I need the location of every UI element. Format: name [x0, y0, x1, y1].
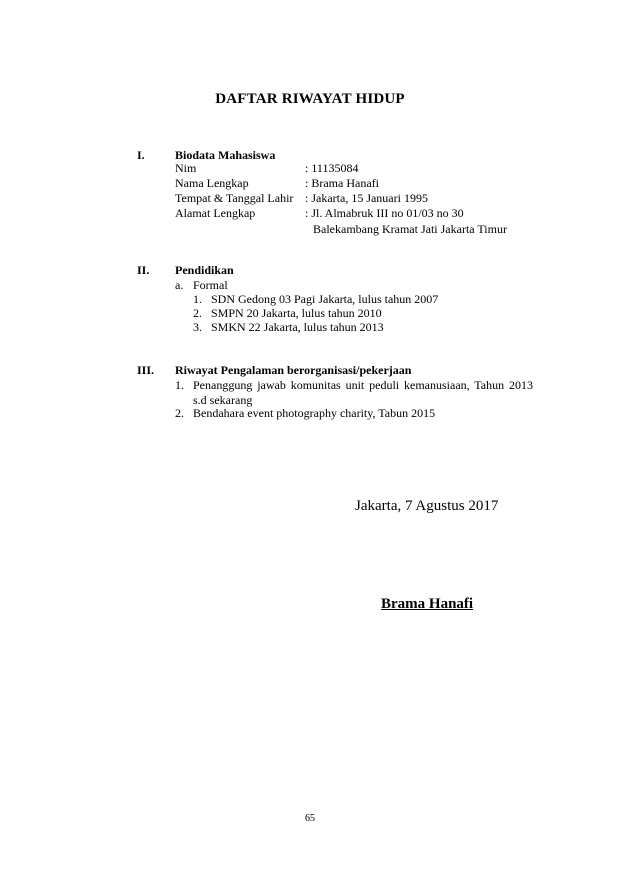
list-item-number: 2.	[193, 306, 202, 320]
list-item: SDN Gedong 03 Pagi Jakarta, lulus tahun 2007	[211, 292, 439, 306]
section-number: I.	[137, 148, 145, 162]
field-value-nama: : Brama Hanafi	[305, 176, 379, 190]
sub-label: Formal	[193, 278, 228, 292]
list-item: SMKN 22 Jakarta, lulus tahun 2013	[211, 320, 384, 334]
list-item: Bendahara event photography charity, Tabun 2015	[193, 406, 436, 420]
list-item: SMPN 20 Jakarta, lulus tahun 2010	[211, 306, 382, 320]
section-number: II.	[137, 263, 150, 277]
field-label-ttl: Tempat & Tanggal Lahir	[175, 191, 294, 205]
signature-name: Brama Hanafi	[381, 596, 474, 612]
field-value-ttl: : Jakarta, 15 Januari 1995	[305, 191, 428, 205]
field-value-alamat-cont: Balekambang Kramat Jati Jakarta Timur	[313, 222, 507, 236]
section-heading: Pendidikan	[175, 263, 234, 277]
section-heading: Riwayat Pengalaman berorganisasi/pekerjaan	[175, 363, 412, 377]
list-item-number: 2.	[175, 406, 184, 420]
field-value-alamat: : Jl. Almabruk III no 01/03 no 30	[305, 206, 464, 220]
field-label-nama: Nama Lengkap	[175, 176, 249, 190]
list-item-number: 3.	[193, 320, 202, 334]
section-number: III.	[137, 363, 155, 377]
field-value-nim: : 11135084	[305, 161, 359, 175]
sub-marker: a.	[175, 278, 184, 292]
list-item: Penanggung jawab komunitas unit peduli kemanusiaan, Tahun 2013 s.d sekarang	[193, 378, 533, 407]
field-label-alamat: Alamat Lengkap	[175, 206, 256, 220]
page-number: 65	[305, 813, 315, 824]
field-label-nim: Nim	[175, 161, 197, 175]
section-heading: Biodata Mahasiswa	[175, 148, 276, 162]
page-title: DAFTAR RIWAYAT HIDUP	[215, 91, 405, 107]
list-item-number: 1.	[193, 292, 202, 306]
list-item-number: 1.	[175, 378, 184, 392]
place-date: Jakarta, 7 Agustus 2017	[355, 498, 499, 514]
